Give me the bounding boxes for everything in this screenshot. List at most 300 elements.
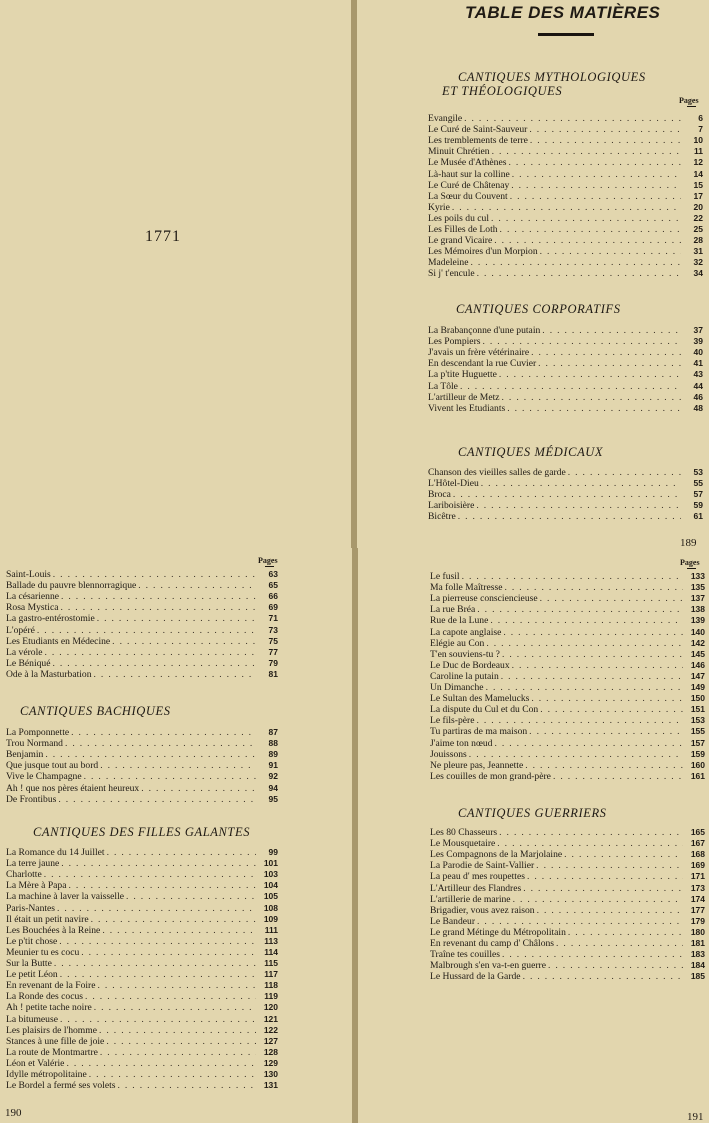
toc-leader-dots (481, 478, 681, 489)
toc-entry-page: 94 (268, 782, 278, 793)
toc-entry-page: 6 (698, 113, 703, 124)
toc-entry (6, 569, 278, 580)
toc-list-corpo (428, 325, 703, 414)
toc-leader-dots (100, 1047, 256, 1058)
pages-label: Pages (679, 96, 699, 105)
toc-entry-page: 165 (690, 827, 705, 838)
toc-entry-page: 37 (693, 325, 703, 336)
toc-entry (430, 593, 705, 604)
toc-entry-page: 88 (268, 738, 278, 749)
toc-leader-dots (497, 838, 683, 849)
toc-entry (430, 905, 705, 916)
toc-entry (430, 938, 705, 949)
toc-entry-title: La p'tite Huguette (428, 369, 497, 381)
toc-entry-title: Si j' t'encule (428, 268, 475, 280)
toc-entry (428, 191, 703, 202)
toc-entry-page: 34 (693, 268, 703, 279)
toc-entry (6, 1036, 278, 1047)
toc-entry-title: Caroline la putain (430, 670, 499, 682)
toc-list-galantes-cont (430, 571, 705, 782)
toc-leader-dots (61, 591, 256, 602)
toc-entry (6, 969, 278, 980)
toc-entry-title: Le Bandeur (430, 915, 476, 927)
toc-entry (428, 500, 703, 511)
toc-leader-dots (503, 627, 683, 638)
toc-entry-title: Léon et Valérie (6, 1057, 65, 1069)
toc-entry-page: 63 (268, 569, 278, 580)
toc-entry-page: 146 (690, 659, 705, 670)
toc-entry-title: En revenant de la Foire (6, 980, 96, 992)
toc-entry (430, 726, 705, 737)
toc-entry (6, 771, 278, 782)
toc-entry-title: Ode à la Masturbation (6, 668, 92, 680)
toc-entry-page: 111 (264, 924, 278, 935)
toc-leader-dots (568, 467, 681, 478)
toc-entry-page: 160 (690, 759, 705, 770)
pages-label-rule (687, 106, 696, 107)
toc-entry (6, 847, 278, 858)
toc-leader-dots (53, 569, 256, 580)
toc-entry-page: 65 (268, 580, 278, 591)
toc-entry (6, 880, 278, 891)
toc-leader-dots (499, 369, 681, 380)
toc-entry (428, 157, 703, 168)
toc-entry-page: 153 (690, 715, 705, 726)
toc-entry-title: La Sœur du Couvent (428, 190, 508, 202)
toc-entry (6, 1002, 278, 1013)
toc-leader-dots (538, 358, 681, 369)
toc-leader-dots (531, 693, 683, 704)
toc-leader-dots (464, 113, 681, 124)
toc-entry (430, 916, 705, 927)
toc-entry-title: La Pomponnette (6, 727, 70, 739)
toc-list-guerriers (430, 827, 705, 982)
toc-entry-title: Le Curé de Saint-Sauveur (428, 124, 528, 136)
toc-entry-page: 184 (690, 960, 705, 971)
toc-leader-dots (94, 669, 256, 680)
toc-entry-title: J'aime ton nœud (430, 737, 493, 749)
toc-leader-dots (68, 880, 256, 891)
toc-list-bachiques (6, 727, 278, 805)
toc-entry-page: 7 (698, 124, 703, 135)
toc-entry-page: 168 (690, 849, 705, 860)
toc-entry-title: Evangile (428, 113, 463, 125)
toc-entry-page: 150 (690, 693, 705, 704)
toc-entry-page: 121 (263, 1013, 278, 1024)
toc-entry (430, 626, 705, 637)
toc-entry (6, 991, 278, 1002)
toc-entry (428, 113, 703, 124)
toc-entry-title: La bitumeuse (6, 1013, 58, 1025)
toc-entry-title: L'artillerie de marine (430, 893, 511, 905)
toc-entry-page: 95 (268, 793, 278, 804)
toc-entry-page: 185 (690, 971, 705, 982)
toc-entry-title: Rosa Mystica (6, 602, 59, 614)
toc-entry-page: 75 (268, 635, 278, 646)
toc-entry (430, 960, 705, 971)
toc-entry-title: Le petit Léon (6, 969, 58, 981)
toc-leader-dots (504, 582, 683, 593)
toc-entry-page: 89 (268, 749, 278, 760)
toc-entry (6, 602, 278, 613)
toc-leader-dots (492, 146, 681, 157)
toc-entry-page: 151 (690, 704, 705, 715)
toc-leader-dots (530, 135, 681, 146)
toc-entry-title: Le Mousquetaire (430, 838, 496, 850)
toc-entry-page: 91 (268, 760, 278, 771)
toc-entry (6, 891, 278, 902)
toc-entry (428, 224, 703, 235)
toc-entry (430, 838, 705, 849)
toc-leader-dots (512, 169, 681, 180)
toc-entry-page: 128 (263, 1046, 278, 1057)
toc-entry-page: 181 (690, 938, 705, 949)
toc-entry-title: Minuit Chrétien (428, 146, 490, 158)
toc-entry (428, 257, 703, 268)
toc-entry-page: 73 (268, 624, 278, 635)
toc-entry-page: 173 (690, 882, 705, 893)
toc-leader-dots (499, 827, 683, 838)
toc-entry-title: Les Compagnons de la Marjolaine (430, 849, 563, 861)
toc-entry-page: 149 (690, 682, 705, 693)
book-number: 1771 (145, 228, 181, 245)
toc-entry (6, 647, 278, 658)
toc-leader-dots (490, 615, 683, 626)
toc-leader-dots (45, 749, 256, 760)
toc-entry-page: 61 (693, 511, 703, 522)
toc-entry-title: Malbrough s'en va-t-en guerre (430, 960, 547, 972)
toc-entry-title: Le p'tit chose (6, 935, 58, 947)
toc-entry-page: 44 (693, 380, 703, 391)
toc-entry-page: 22 (693, 212, 703, 223)
toc-leader-dots (89, 1069, 256, 1080)
toc-leader-dots (61, 602, 257, 613)
toc-entry (6, 936, 278, 947)
toc-entry-page: 183 (690, 949, 705, 960)
pages-label-191: Pages (680, 558, 700, 567)
toc-entry-title: Madeleine (428, 257, 469, 269)
toc-entry-title: Les 80 Chasseurs (430, 827, 498, 839)
toc-leader-dots (508, 157, 681, 168)
toc-entry (428, 392, 703, 403)
toc-leader-dots (462, 571, 683, 582)
toc-entry-title: La peau d' mes roupettes (430, 871, 525, 883)
toc-leader-dots (511, 180, 681, 191)
toc-entry-title: Charlotte (6, 869, 42, 881)
toc-entry-page: 31 (693, 246, 703, 257)
toc-leader-dots (54, 958, 256, 969)
toc-entry-page: 57 (693, 489, 703, 500)
toc-entry (430, 760, 705, 771)
toc-entry-title: Les Filles de Loth (428, 224, 498, 236)
toc-entry-page: 79 (268, 657, 278, 668)
toc-entry-title: Lariboisière (428, 500, 475, 512)
toc-entry (430, 715, 705, 726)
toc-entry (6, 1025, 278, 1036)
toc-leader-dots (81, 947, 256, 958)
toc-entry-title: Les Pompiers (428, 336, 481, 348)
toc-leader-dots (106, 1036, 256, 1047)
toc-entry-title: Le Bordel a fermé ses volets (6, 1080, 116, 1092)
toc-entry-title: Les poils du cul (428, 212, 490, 224)
toc-entry-title: Ah ! que nos pères étaient heureux (6, 782, 140, 794)
toc-entry-title: La machine à laver la vaisselle (6, 891, 124, 903)
toc-leader-dots (476, 500, 681, 511)
toc-leader-dots (97, 613, 256, 624)
toc-entry-title: Vivent les Etudiants (428, 402, 506, 414)
toc-entry (428, 246, 703, 257)
toc-entry-title: L'Artilleur des Flandres (430, 882, 522, 894)
toc-entry (430, 882, 705, 893)
toc-entry-page: 109 (263, 913, 278, 924)
toc-leader-dots (94, 1002, 256, 1013)
toc-entry-title: Là-haut sur la colline (428, 168, 510, 180)
toc-entry-page: 117 (264, 969, 278, 980)
toc-entry-title: La vérole (6, 646, 43, 658)
toc-entry-page: 161 (690, 770, 705, 781)
toc-entry-title: Stances à une fille de joie (6, 1035, 105, 1047)
toc-leader-dots (85, 991, 256, 1002)
toc-leader-dots (548, 960, 683, 971)
toc-entry-page: 11 (694, 146, 703, 157)
toc-entry (428, 511, 703, 522)
toc-leader-dots (531, 347, 681, 358)
toc-entry-page: 25 (693, 224, 703, 235)
toc-entry-title: Traîne tes couilles (430, 949, 500, 961)
toc-entry (430, 682, 705, 693)
toc-entry-page: 147 (690, 670, 705, 681)
toc-entry (428, 489, 703, 500)
toc-leader-dots (141, 783, 256, 794)
toc-entry-title: La terre jaune (6, 858, 60, 870)
toc-leader-dots (540, 246, 681, 257)
toc-entry-page: 101 (263, 858, 278, 869)
toc-entry-title: Les tremblements de terre (428, 135, 528, 147)
toc-leader-dots (494, 235, 681, 246)
folio-191: 191 (687, 1111, 704, 1123)
toc-entry (6, 1069, 278, 1080)
toc-entry-title: Le Musée d'Athènes (428, 157, 507, 169)
toc-leader-dots (102, 925, 256, 936)
toc-entry-page: 133 (690, 571, 705, 582)
toc-entry (430, 827, 705, 838)
toc-entry (430, 871, 705, 882)
toc-entry-title: J'avais un frère vétérinaire (428, 347, 530, 359)
toc-entry-page: 15 (693, 179, 703, 190)
toc-entry-title: Trou Normand (6, 738, 63, 750)
toc-entry-title: La gastro-entérostomie (6, 613, 95, 625)
toc-entry-title: Le Béniqué (6, 657, 51, 669)
toc-entry-title: Elégie au Con (430, 637, 485, 649)
toc-entry-title: La Parodie de Saint-Vallier (430, 860, 535, 872)
toc-entry (6, 727, 278, 738)
folio-189: 189 (680, 537, 697, 548)
toc-leader-dots (107, 847, 256, 858)
toc-entry-title: Tu partiras de ma maison (430, 726, 528, 738)
toc-entry-page: 77 (268, 646, 278, 657)
toc-entry (6, 669, 278, 680)
top-left-page (0, 0, 351, 548)
toc-entry-page: 139 (690, 615, 705, 626)
toc-leader-dots (99, 1025, 256, 1036)
toc-leader-dots (57, 903, 256, 914)
toc-entry (428, 380, 703, 391)
toc-entry-title: Benjamin (6, 749, 44, 761)
toc-entry-title: Meunier tu es cocu (6, 946, 80, 958)
toc-entry (6, 1013, 278, 1024)
toc-leader-dots (483, 336, 682, 347)
section-heading-mytho-1: CANTIQUES MYTHOLOGIQUES (458, 70, 646, 84)
toc-entry-title: Les Bouchées à la Reine (6, 924, 101, 936)
toc-leader-dots (542, 325, 681, 336)
toc-leader-dots (44, 869, 256, 880)
toc-entry (428, 146, 703, 157)
toc-leader-dots (60, 1014, 256, 1025)
toc-entry-page: 104 (263, 880, 278, 891)
toc-entry-page: 138 (690, 604, 705, 615)
toc-leader-dots (452, 202, 681, 213)
toc-entry (430, 571, 705, 582)
toc-entry-page: 127 (263, 1035, 278, 1046)
toc-entry-page: 92 (268, 771, 278, 782)
toc-entry-page: 41 (693, 358, 703, 369)
toc-leader-dots (564, 849, 683, 860)
toc-entry (428, 235, 703, 246)
top-right-page (357, 0, 709, 548)
toc-entry-title: L'artilleur de Metz (428, 391, 500, 403)
toc-entry-page: 140 (690, 626, 705, 637)
section-heading-bachiques: CANTIQUES BACHIQUES (20, 704, 171, 718)
toc-leader-dots (58, 794, 256, 805)
toc-entry (430, 704, 705, 715)
pages-label-rule-191 (687, 568, 696, 569)
toc-entry-title: La césarienne (6, 591, 59, 603)
toc-entry-title: Le Duc de Bordeaux (430, 659, 510, 671)
toc-leader-dots (53, 658, 257, 669)
toc-entry-title: Les plaisirs de l'homme (6, 1024, 97, 1036)
toc-entry-title: Chanson des vieilles salles de garde (428, 467, 566, 479)
toc-entry-page: 28 (693, 235, 703, 246)
toc-entry-page: 122 (263, 1024, 278, 1035)
toc-leader-dots (60, 969, 256, 980)
section-heading-mytho-2: ET THÉOLOGIQUES (442, 84, 563, 98)
toc-leader-dots (45, 647, 257, 658)
pages-label-190: Pages (258, 556, 278, 565)
toc-entry-title: Les couilles de mon grand-père (430, 770, 551, 782)
toc-leader-dots (84, 771, 256, 782)
toc-entry (430, 894, 705, 905)
toc-leader-dots (491, 213, 681, 224)
toc-entry-page: 32 (693, 257, 703, 268)
toc-entry-page: 129 (263, 1057, 278, 1068)
toc-entry-title: Paris-Nantes (6, 902, 56, 914)
toc-entry (6, 580, 278, 591)
toc-entry-title: Idylle métropolitaine (6, 1068, 87, 1080)
toc-leader-dots (100, 760, 256, 771)
toc-leader-dots (512, 660, 683, 671)
folio-190: 190 (5, 1107, 22, 1119)
toc-entry-page: 66 (268, 591, 278, 602)
toc-leader-dots (37, 625, 256, 636)
toc-entry-title: La Mère à Papa (6, 880, 67, 892)
title-rule (538, 33, 594, 36)
toc-leader-dots (540, 593, 683, 604)
toc-list-mytho (428, 113, 703, 279)
toc-leader-dots (486, 638, 683, 649)
toc-list-galantes (6, 847, 278, 1091)
toc-entry (428, 403, 703, 414)
toc-entry-page: 105 (263, 891, 278, 902)
toc-entry (428, 467, 703, 478)
toc-entry-page: 169 (690, 860, 705, 871)
toc-entry (6, 613, 278, 624)
toc-entry-title: L'Hôtel-Dieu (428, 478, 479, 490)
toc-entry-page: 171 (690, 871, 705, 882)
toc-leader-dots (568, 927, 683, 938)
toc-leader-dots (500, 224, 681, 235)
pages-label-rule-190 (265, 566, 274, 567)
toc-entry (428, 358, 703, 369)
toc-entry-title: Rue de la Lune (430, 615, 489, 627)
toc-entry-page: 20 (693, 201, 703, 212)
toc-entry-page: 71 (268, 613, 278, 624)
toc-entry (428, 135, 703, 146)
toc-entry (6, 591, 278, 602)
toc-leader-dots (471, 257, 682, 268)
toc-entry-title: L'opéré (6, 624, 35, 636)
toc-entry-page: 174 (690, 893, 705, 904)
toc-leader-dots (525, 760, 683, 771)
toc-leader-dots (523, 971, 683, 982)
toc-leader-dots (126, 891, 256, 902)
toc-entry-page: 179 (690, 915, 705, 926)
toc-entry (430, 737, 705, 748)
toc-entry-title: Le Hussard de la Garde (430, 971, 521, 983)
toc-leader-dots (460, 381, 681, 392)
toc-entry (430, 671, 705, 682)
toc-list-medicaux-cont (6, 569, 278, 680)
toc-leader-dots (476, 715, 683, 726)
toc-entry (430, 860, 705, 871)
toc-leader-dots (469, 749, 683, 760)
toc-entry-title: La pierreuse consciencieuse (430, 593, 538, 605)
toc-entry-page: 159 (690, 748, 705, 759)
toc-entry-page: 131 (263, 1080, 278, 1091)
toc-entry (6, 947, 278, 958)
toc-entry (6, 658, 278, 669)
toc-leader-dots (529, 124, 681, 135)
toc-entry (6, 902, 278, 913)
toc-entry (430, 582, 705, 593)
toc-entry-page: 113 (264, 935, 278, 946)
toc-entry-page: 130 (263, 1068, 278, 1079)
toc-entry-title: Kyrie (428, 201, 450, 213)
toc-entry (428, 168, 703, 179)
toc-entry-title: Brigadier, vous avez raison (430, 904, 535, 916)
toc-entry-title: Le fils-père (430, 715, 475, 727)
toc-entry-page: 39 (693, 336, 703, 347)
toc-leader-dots (112, 636, 256, 647)
toc-entry-page: 69 (268, 602, 278, 613)
toc-entry-title: Les Etudiants en Médecine (6, 635, 111, 647)
toc-entry-title: La capote anglaise (430, 626, 502, 638)
toc-leader-dots (59, 936, 256, 947)
section-heading-corpo: CANTIQUES CORPORATIFS (456, 302, 621, 316)
toc-entry-page: 119 (264, 991, 278, 1002)
toc-leader-dots (537, 905, 683, 916)
toc-entry-page: 81 (268, 668, 278, 679)
toc-leader-dots (553, 771, 683, 782)
